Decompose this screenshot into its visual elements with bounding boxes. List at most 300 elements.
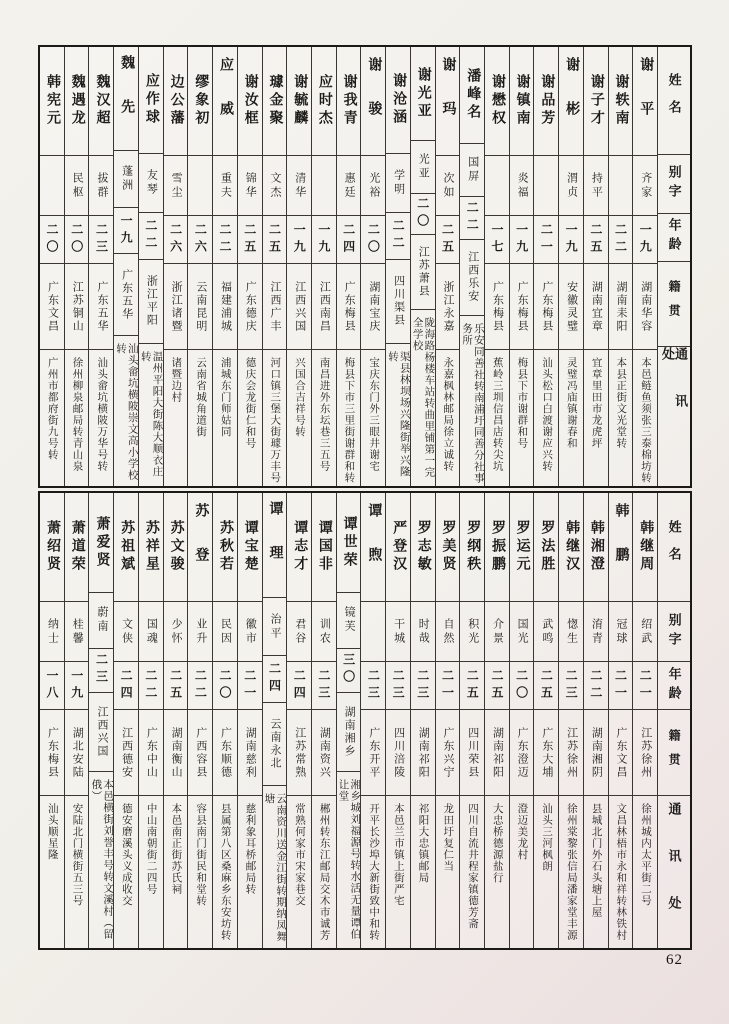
courtesy-name-cell: 少怀	[164, 601, 188, 661]
native-place-cell: 广东梅县	[40, 709, 64, 795]
courtesy-name-cell: 武鸣	[534, 601, 558, 661]
age-cell: 二一	[609, 661, 633, 709]
courtesy-name-cell: 绍武	[633, 601, 657, 661]
native-place-cell: 湖南资兴	[312, 709, 336, 795]
courtesy-name-cell: 学明	[386, 153, 410, 212]
mailing-address-cell: 本邑鲢鱼须张三泰棉坊转	[633, 349, 657, 486]
native-place-cell: 湖南祁阳	[411, 709, 435, 795]
courtesy-name-cell	[361, 601, 385, 661]
age-cell: 二五	[164, 661, 188, 709]
mailing-address-cell: 广州市都府街九号转	[40, 349, 64, 486]
courtesy-name-cell: 民枢	[65, 155, 89, 215]
courtesy-name-cell: 惠廷	[337, 155, 361, 215]
name-cell: 边公藩	[168, 74, 184, 128]
age-cell: 二三	[361, 661, 385, 709]
name-cell: 璩金聚	[267, 74, 283, 128]
native-place-cell: 广东梅县	[510, 263, 534, 349]
mailing-address-cell: 汕头三河枫朗	[534, 795, 558, 948]
mailing-address-cell: 中山南朝街二四号	[139, 795, 163, 948]
age-cell: 一七	[485, 215, 509, 263]
native-place-cell: 江西南昌	[312, 263, 336, 349]
age-cell: 二五	[534, 661, 558, 709]
native-place-cell: 福建浦城	[213, 263, 237, 349]
age-cell: 二三	[559, 661, 583, 709]
age-cell: 二一	[534, 215, 558, 263]
directory-entry-column	[336, 47, 361, 486]
header-age: 年龄	[658, 661, 690, 709]
directory-entry-column	[40, 493, 64, 948]
native-place-cell: 湖南宝庆	[361, 263, 385, 349]
directory-table-bottom	[38, 491, 692, 950]
mailing-address-cell: 宝庆东门外三眼井谢宅	[361, 349, 385, 486]
mailing-address-cell: 本邑兰市镇上街严宅	[386, 795, 410, 948]
courtesy-name-cell: 光亚	[411, 140, 435, 192]
courtesy-name-cell: 次如	[436, 155, 460, 215]
mailing-address-cell: 徐州棠黎张信局潘家堂丰源	[559, 795, 583, 948]
age-cell: 二五	[263, 215, 287, 263]
header-courtesy-name: 别字	[658, 154, 690, 213]
courtesy-name-cell: 文侠	[114, 601, 138, 661]
age-cell: 一九	[510, 215, 534, 263]
native-place-cell: 广东梅县	[485, 263, 509, 349]
directory-entry-column	[435, 47, 460, 486]
courtesy-name-cell: 锦华	[238, 155, 262, 215]
courtesy-name-cell: 时哉	[411, 601, 435, 661]
courtesy-name-cell: 介景	[485, 601, 509, 661]
age-cell: 二二	[609, 215, 633, 263]
age-cell: 二五	[460, 661, 484, 709]
name-cell: 应作球	[143, 72, 159, 127]
name-cell: 谢光亚	[415, 66, 431, 121]
directory-entry-column	[608, 493, 633, 948]
age-cell: 二二	[460, 196, 484, 239]
name-cell: 苏秋若	[218, 520, 234, 574]
age-cell: 二二	[188, 661, 212, 709]
mailing-address-cell: 郴州转东江邮局交木市诚芳	[312, 795, 336, 948]
mailing-address-cell: 宜章里田市龙虎坪	[584, 349, 608, 486]
courtesy-name-cell	[188, 155, 212, 215]
age-cell: 三〇	[337, 648, 361, 692]
native-place-cell: 浙江诸暨	[164, 263, 188, 349]
native-place-cell: 湖南湘乡	[337, 692, 361, 771]
courtesy-name-cell: 淯青	[584, 601, 608, 661]
age-cell: 一九	[114, 207, 138, 253]
native-place-cell: 江苏徐州	[559, 709, 583, 795]
mailing-address-cell: 本邑南正街苏氏祠	[164, 795, 188, 948]
courtesy-name-cell: 拔群	[89, 155, 113, 215]
age-cell: 二〇	[411, 193, 435, 235]
courtesy-name-cell: 训农	[312, 601, 336, 661]
directory-entry-column	[237, 47, 262, 486]
directory-entry-column	[113, 493, 138, 948]
native-place-cell: 湖南湘阴	[584, 709, 608, 795]
mailing-address-cell: 灵璧冯庙镇谢春和	[559, 349, 583, 486]
courtesy-name-cell	[534, 155, 558, 215]
courtesy-name-cell: 光裕	[361, 155, 385, 215]
courtesy-name-cell: 清华	[287, 155, 311, 215]
mailing-address-cell: 兴国合吉祥号转	[287, 349, 311, 486]
native-place-cell: 江西兴国	[287, 263, 311, 349]
name-cell: 谢懋权	[489, 74, 505, 128]
native-place-cell: 广东开平	[361, 709, 385, 795]
native-place-cell: 湖北安陆	[65, 709, 89, 795]
native-place-cell: 广东德庆	[238, 263, 262, 349]
mailing-address-cell: 大忠桥德源盐行	[485, 795, 509, 948]
mailing-address-cell: 梅县下市三里街谢群和转	[337, 349, 361, 486]
directory-entry-column	[187, 493, 212, 948]
native-place-cell: 四川荣县	[460, 709, 484, 795]
native-place-cell: 湖南耒阳	[609, 263, 633, 349]
directory-entry-column	[262, 47, 287, 486]
mailing-address-cell: 渠县林坝场兴隆街举兴隆转	[386, 343, 410, 486]
mailing-address-cell: 浦城东门师姑同	[213, 349, 237, 486]
courtesy-name-cell: 国魂	[139, 601, 163, 661]
age-cell: 二二	[139, 661, 163, 709]
directory-entry-column	[583, 493, 608, 948]
directory-entry-column	[88, 47, 113, 486]
directory-entry-column	[410, 493, 435, 948]
native-place-cell: 四川渠县	[386, 259, 410, 343]
directory-entry-column	[237, 493, 262, 948]
age-cell: 二一	[633, 661, 657, 709]
mailing-address-cell: 陇海路杨楼车站转曲里铺第一完全学校	[411, 309, 435, 486]
name-cell: 萧绍贤	[45, 520, 61, 574]
age-cell: 二一	[238, 661, 262, 709]
native-place-cell: 广东兴宁	[436, 709, 460, 795]
age-cell: 二〇	[213, 661, 237, 709]
name-cell: 韩宪元	[45, 74, 61, 128]
native-place-cell: 安徽灵璧	[559, 263, 583, 349]
age-cell: 二〇	[40, 215, 64, 263]
directory-entry-column	[608, 47, 633, 486]
directory-entry-column	[583, 47, 608, 486]
directory-entry-column	[64, 493, 89, 948]
courtesy-name-cell: 业升	[188, 601, 212, 661]
courtesy-name-cell: 君谷	[287, 601, 311, 661]
mailing-address-cell: 本县正街文光堂转	[609, 349, 633, 486]
directory-entry-column	[533, 47, 558, 486]
mailing-address-cell: 汕头畲坑横陂崇文高小学校转	[114, 335, 138, 486]
name-cell: 罗运元	[514, 520, 530, 574]
name-cell: 魏先	[119, 54, 135, 143]
age-cell: 二二	[213, 215, 237, 263]
native-place-cell: 江苏常熟	[287, 709, 311, 795]
courtesy-name-cell: 齐家	[633, 155, 657, 215]
mailing-address-cell: 慈利象耳桥邮局转	[238, 795, 262, 948]
courtesy-name-cell: 炎福	[510, 155, 534, 215]
age-cell: 一九	[312, 215, 336, 263]
courtesy-name-cell: 蓬洲	[114, 150, 138, 207]
courtesy-name-cell: 蔚南	[89, 592, 113, 647]
courtesy-name-cell: 自然	[436, 601, 460, 661]
name-cell: 萧道荣	[69, 520, 85, 574]
age-cell: 二五	[238, 215, 262, 263]
directory-entry-column	[336, 493, 361, 948]
name-cell: 苏文骏	[168, 520, 184, 574]
mailing-address-cell: 永嘉枫林邮局徐立诚转	[436, 349, 460, 486]
directory-entry-column	[138, 493, 163, 948]
header-mailing-address: 通讯处	[658, 795, 690, 948]
name-cell: 韩继汉	[564, 520, 580, 574]
age-cell: 二三	[386, 661, 410, 709]
mailing-address-cell: 县城北门外石头塘上屋	[584, 795, 608, 948]
name-cell: 谭国非	[316, 520, 332, 574]
directory-entry-column	[385, 47, 410, 486]
mailing-address-cell: 诸暨边村	[164, 349, 188, 486]
name-cell: 谢我青	[341, 74, 357, 128]
native-place-cell: 广东文昌	[40, 263, 64, 349]
courtesy-name-cell: 渭贞	[559, 155, 583, 215]
mailing-address-cell: 澄迈美龙村	[510, 795, 534, 948]
header-column	[657, 493, 690, 948]
mailing-address-cell: 徐州柳泉邮局转青山泉	[65, 349, 89, 486]
mailing-address-cell: 湘乡城刘福源号转水活无量谭伯让堂	[337, 771, 361, 948]
courtesy-name-cell: 重夫	[213, 155, 237, 215]
courtesy-name-cell: 持平	[584, 155, 608, 215]
name-cell: 谢骏	[366, 57, 382, 145]
name-cell: 缪象初	[193, 74, 209, 128]
native-place-cell: 浙江平阳	[139, 259, 163, 343]
age-cell: 二〇	[361, 215, 385, 263]
mailing-address-cell: 温州平阳大街陈大顺衣庄转	[139, 343, 163, 486]
courtesy-name-cell: 文杰	[263, 155, 287, 215]
native-place-cell: 湖南华容	[633, 263, 657, 349]
directory-entry-column	[385, 493, 410, 948]
native-place-cell: 江苏铜山	[65, 263, 89, 349]
age-cell: 二三	[89, 648, 113, 692]
age-cell: 一九	[65, 661, 89, 709]
directory-entry-column	[509, 493, 534, 948]
directory-entry-column	[558, 47, 583, 486]
directory-entry-column	[113, 47, 138, 486]
name-cell: 韩继周	[638, 520, 654, 574]
age-cell: 二五	[485, 661, 509, 709]
age-cell: 二四	[263, 655, 287, 701]
mailing-address-cell: 南昌进外东坛巷三五号	[312, 349, 336, 486]
directory-entry-column	[509, 47, 534, 486]
age-cell: 二三	[411, 661, 435, 709]
mailing-address-cell: 汕头畲坑横陂万华号转	[89, 349, 113, 486]
mailing-address-cell: 河口镇三堡大街璩万丰号	[263, 349, 287, 486]
directory-entry-column	[360, 47, 385, 486]
name-cell: 谢毓麟	[292, 74, 308, 128]
age-cell: 二一	[436, 661, 460, 709]
directory-entry-column	[410, 47, 435, 486]
name-cell: 谢品芳	[539, 74, 555, 128]
native-place-cell: 江西乐安	[460, 239, 484, 315]
directory-entry-column	[262, 493, 287, 948]
mailing-address-cell: 云南资川送金江街转期纳凤舞塘	[263, 785, 287, 948]
courtesy-name-cell: 镜芙	[337, 592, 361, 647]
mailing-address-cell: 龙田圩复仁当	[436, 795, 460, 948]
mailing-address-cell: 容县南门街民和堂转	[188, 795, 212, 948]
native-place-cell: 湖南慈利	[238, 709, 262, 795]
age-cell: 二五	[436, 215, 460, 263]
directory-entry-column	[558, 493, 583, 948]
courtesy-name-cell: 纳士	[40, 601, 64, 661]
name-cell: 罗振鹏	[489, 520, 505, 574]
native-place-cell: 广东中山	[139, 709, 163, 795]
directory-entry-column	[484, 47, 509, 486]
native-place-cell: 江西广丰	[263, 263, 287, 349]
age-cell: 二〇	[510, 661, 534, 709]
age-cell: 二四	[114, 661, 138, 709]
directory-entry-column	[459, 47, 484, 486]
mailing-address-cell: 祁阳大忠镇邮局	[411, 795, 435, 948]
mailing-address-cell: 开平长沙埠大新街致中和转	[361, 795, 385, 948]
age-cell: 二〇	[65, 215, 89, 263]
directory-entry-column	[138, 47, 163, 486]
courtesy-name-cell: 冠球	[609, 601, 633, 661]
courtesy-name-cell: 桂馨	[65, 601, 89, 661]
name-cell: 韩鹏	[613, 503, 629, 591]
header-name: 姓名	[666, 73, 682, 128]
name-cell: 罗法胜	[539, 520, 555, 574]
name-cell: 谢轶南	[613, 74, 629, 128]
directory-entry-column	[360, 493, 385, 948]
mailing-address-cell: 汕头松口白渡谢应兴转	[534, 349, 558, 486]
native-place-cell: 广东澄迈	[510, 709, 534, 795]
header-native-place: 籍贯	[658, 261, 690, 346]
age-cell: 二三	[312, 661, 336, 709]
mailing-address-cell: 四川自流井程家镇德芳斋	[460, 795, 484, 948]
name-cell: 谢平	[638, 57, 654, 145]
directory-entry-column	[163, 493, 188, 948]
name-cell: 苏登	[193, 503, 209, 591]
courtesy-name-cell: 徽市	[238, 601, 262, 661]
directory-entry-column	[163, 47, 188, 486]
native-place-cell: 湖南宜章	[584, 263, 608, 349]
courtesy-name-cell: 治平	[263, 597, 287, 655]
native-place-cell: 广东五华	[114, 253, 138, 335]
page-number: 62	[666, 952, 683, 968]
native-place-cell: 广东梅县	[337, 263, 361, 349]
mailing-address-cell: 梅县下市谢群和号	[510, 349, 534, 486]
courtesy-name-cell	[312, 155, 336, 215]
mailing-address-cell: 徐州城内太平街二号	[633, 795, 657, 948]
directory-entry-column	[533, 493, 558, 948]
courtesy-name-cell: 民因	[213, 601, 237, 661]
directory-entry-column	[187, 47, 212, 486]
directory-entry-column	[459, 493, 484, 948]
directory-entry-column	[311, 493, 336, 948]
name-cell: 魏遇龙	[69, 74, 85, 128]
native-place-cell: 湖南祁阳	[485, 709, 509, 795]
courtesy-name-cell: 国光	[510, 601, 534, 661]
directory-entry-column	[311, 47, 336, 486]
native-place-cell: 湖南衡山	[164, 709, 188, 795]
age-cell: 一九	[559, 215, 583, 263]
age-cell: 二二	[139, 212, 163, 259]
native-place-cell: 广东大埔	[534, 709, 558, 795]
header-age: 年龄	[658, 213, 690, 260]
native-place-cell: 四川涪陵	[386, 709, 410, 795]
courtesy-name-cell	[485, 155, 509, 215]
name-cell: 谭宝楚	[242, 520, 258, 574]
mailing-address-cell: 本邑横街刘誉丰号转文溪村（留俄）	[89, 771, 113, 948]
courtesy-name-cell: 国屏	[460, 143, 484, 196]
header-native-place: 籍贯	[658, 709, 690, 795]
native-place-cell: 广东顺德	[213, 709, 237, 795]
name-cell: 谭世荣	[341, 515, 357, 570]
directory-entry-column	[632, 47, 657, 486]
name-cell: 萧爱贤	[94, 515, 110, 570]
mailing-address-cell: 汕头顺星隆	[40, 795, 64, 948]
native-place-cell: 江西兴国	[89, 692, 113, 771]
header-name: 姓名	[666, 520, 682, 574]
mailing-address-cell: 德安磨溪头义成收交	[114, 795, 138, 948]
courtesy-name-cell: 干城	[386, 601, 410, 661]
name-cell: 应时杰	[316, 74, 332, 128]
native-place-cell: 广东文昌	[609, 709, 633, 795]
header-mailing-address: 通讯处	[658, 346, 690, 486]
directory-entry-column	[632, 493, 657, 948]
native-place-cell: 云南昆明	[188, 263, 212, 349]
directory-entry-column	[484, 493, 509, 948]
mailing-address-cell: 乐安同善社转南浦圩同善分社事务所	[460, 315, 484, 486]
age-cell: 一八	[40, 661, 64, 709]
name-cell: 谢汝框	[242, 74, 258, 128]
directory-entry-column	[286, 47, 311, 486]
mailing-address-cell: 常熟何家市宋家巷交	[287, 795, 311, 948]
age-cell: 一九	[287, 215, 311, 263]
native-place-cell: 浙江永嘉	[436, 263, 460, 349]
name-cell: 严登汉	[391, 520, 407, 574]
native-place-cell: 江苏徐州	[633, 709, 657, 795]
name-cell: 应威	[218, 57, 234, 145]
courtesy-name-cell: 友琴	[139, 153, 163, 212]
mailing-address-cell: 县属第八区桑麻乡东安坊转	[213, 795, 237, 948]
age-cell: 二六	[188, 215, 212, 263]
directory-entry-column	[212, 47, 237, 486]
age-cell: 二四	[337, 215, 361, 263]
mailing-address-cell: 安陆北门横街五三号	[65, 795, 89, 948]
name-cell: 谭煦	[366, 503, 382, 591]
name-cell: 罗纲秩	[465, 520, 481, 574]
header-courtesy-name: 别字	[658, 601, 690, 661]
courtesy-name-cell	[609, 155, 633, 215]
native-place-cell: 广东梅县	[534, 263, 558, 349]
native-place-cell: 云南永北	[263, 702, 287, 785]
name-cell: 谭志才	[292, 520, 308, 574]
directory-entry-column	[88, 493, 113, 948]
directory-entry-column	[435, 493, 460, 948]
age-cell: 二三	[89, 215, 113, 263]
age-cell: 二五	[584, 215, 608, 263]
name-cell: 潘峰名	[465, 67, 481, 122]
directory-entry-column	[64, 47, 89, 486]
native-place-cell: 广西容县	[188, 709, 212, 795]
directory-table-top	[38, 45, 692, 488]
age-cell: 二四	[287, 661, 311, 709]
directory-entry-column	[40, 47, 64, 486]
courtesy-name-cell: 积光	[460, 601, 484, 661]
age-cell: 二二	[386, 212, 410, 259]
directory-entry-column	[286, 493, 311, 948]
header-column	[657, 47, 690, 486]
name-cell: 谢玛	[440, 57, 456, 145]
name-cell: 苏祥星	[143, 520, 159, 574]
native-place-cell: 江苏萧县	[411, 234, 435, 309]
name-cell: 谢镇南	[514, 74, 530, 128]
courtesy-name-cell	[40, 155, 64, 215]
native-place-cell: 江西德安	[114, 709, 138, 795]
courtesy-name-cell: 雪尘	[164, 155, 188, 215]
name-cell: 谢彬	[564, 57, 580, 145]
mailing-address-cell: 云南省城角道街	[188, 349, 212, 486]
mailing-address-cell: 德庆会龙街仁和号	[238, 349, 262, 486]
native-place-cell: 广东五华	[89, 263, 113, 349]
